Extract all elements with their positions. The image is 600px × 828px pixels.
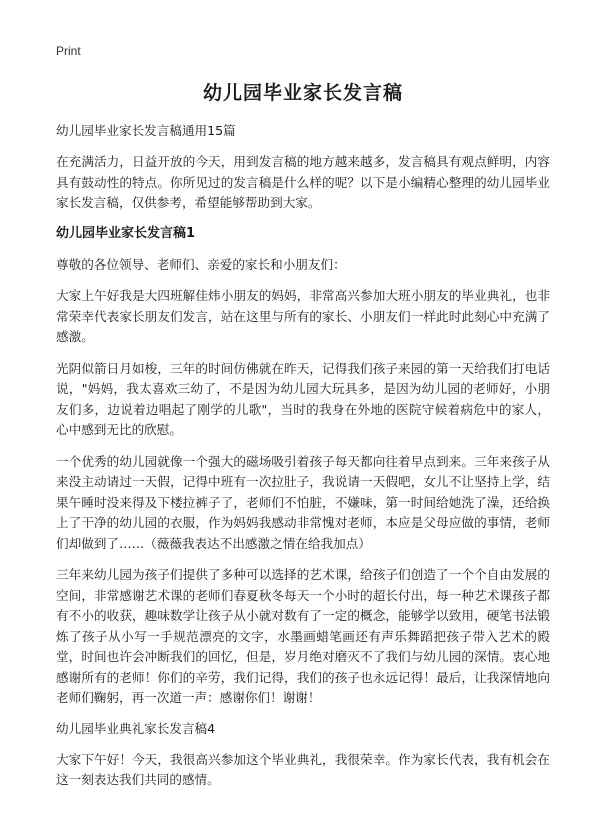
- document-title: 幼儿园毕业家长发言稿: [202, 82, 403, 104]
- body-paragraph: 大家上午好我是大四班解佳炜小朋友的妈妈，非常高兴参加大班小朋友的毕业典礼，也非常荣幸代表家长朋友们发言，站在这里与所有的家长、小朋友们一样此时此刻心中充满了感激。: [56, 288, 550, 344]
- body-paragraph: 一个优秀的幼儿园就像一个强大的磁场吸引着孩子每天都向往着早点到来。三年来孩子从来没主动请过一天假，记得中班有一次拉肚子，我说请一天假吧，女儿不让坚持上学，结果午睡时没来得及下楼拉裤子了，老师们不怕脏，不嫌味，第一时间给她洗了澡，还给换上了干净的幼儿园的衣服，作为妈妈我感动非常愧对老师，本应是父母应做的事情，老师们却做到了……（薇薇我表达不出感激之情在给我加点）: [56, 453, 550, 551]
- document-subtitle: 幼儿园毕业家长发言稿通用15篇: [56, 123, 236, 138]
- body-paragraph: 光阴似箭日月如梭，三年的时间仿佛就在昨天，记得我们孩子来园的第一天给我们打电话说，"妈妈，我太喜欢三幼了，不是因为幼儿园大玩具多，是因为幼儿园的老师好，小朋友们多，边说着边唱起了刚学的儿歌"，当时的我身在外地的医院守候着病危中的家人，心中感到无比的欣慰。: [56, 360, 550, 437]
- section-heading-4: 幼儿园毕业典礼家长发言稿4: [56, 720, 216, 736]
- greeting-paragraph: 尊敬的各位领导、老师们、亲爱的家长和小朋友们：: [56, 256, 346, 272]
- print-link[interactable]: Print: [56, 44, 81, 58]
- body-paragraph: 三年来幼儿园为孩子们提供了多种可以选择的艺术课，给孩子们创造了一个个自由发展的空间，非常感谢艺术课的老师们春夏秋冬每天一个小时的超长付出，每一种艺术课孩子都有不小的收获，趣味数学让孩子从小就对数有了一定的概念，能够学以致用，硬笔书法锻炼了孩子从小写一手规范漂亮的文字，水墨画蜡笔画还有声乐舞蹈把孩子带入艺术的殿堂，时间也许会冲断我们的回忆，但是，岁月绝对磨灭不了我们与幼儿园的深情。衷心地感谢所有的老师！你们的辛劳，我们记得，我们的孩子也永远记得！最后，让我深情地向老师们鞠躬，再一次道一声：感谢你们！谢谢！: [56, 567, 550, 705]
- intro-paragraph: 在充满活力，日益开放的今天，用到发言稿的地方越来越多，发言稿具有观点鲜明，内容具有鼓动性的特点。你所见过的发言稿是什么样的呢？以下是小编精心整理的幼儿园毕业家长发言稿，仅供参考，希望能够帮助到大家。: [56, 154, 550, 210]
- section-heading-1: 幼儿园毕业家长发言稿1: [56, 225, 196, 241]
- body-paragraph: 大家下午好！今天，我很高兴参加这个毕业典礼，我很荣幸。作为家长代表，我有机会在这一刻表达我们共同的感情。: [56, 751, 550, 787]
